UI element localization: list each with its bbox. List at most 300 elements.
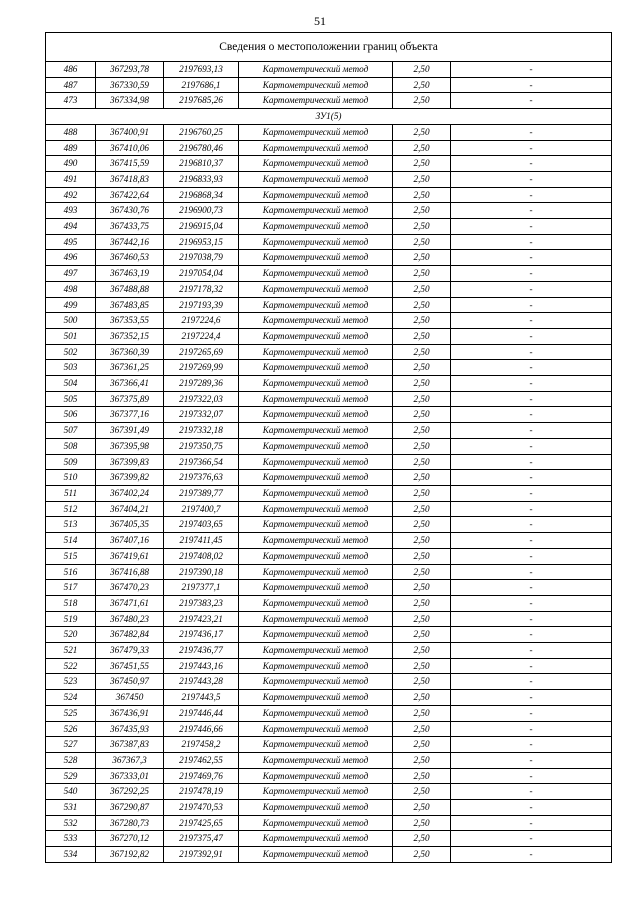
x-coordinate-cell: 367436,91 — [96, 705, 164, 721]
y-coordinate-cell: 2197289,36 — [164, 376, 239, 392]
x-coordinate-cell: 367463,19 — [96, 266, 164, 282]
point-number-cell: 496 — [46, 250, 96, 266]
x-coordinate-cell: 367460,53 — [96, 250, 164, 266]
accuracy-cell: 2,50 — [393, 847, 451, 863]
x-coordinate-cell: 367482,84 — [96, 627, 164, 643]
accuracy-cell: 2,50 — [393, 580, 451, 596]
description-cell: - — [451, 580, 612, 596]
boundary-coordinates-table — [45, 32, 612, 863]
table-row — [46, 376, 612, 392]
description-cell: - — [451, 77, 612, 93]
accuracy-cell: 2,50 — [393, 690, 451, 706]
description-cell: - — [451, 690, 612, 706]
description-cell: - — [451, 140, 612, 156]
table-row — [46, 800, 612, 816]
accuracy-cell: 2,50 — [393, 407, 451, 423]
description-cell: - — [451, 250, 612, 266]
y-coordinate-cell: 2197443,16 — [164, 658, 239, 674]
description-cell: - — [451, 156, 612, 172]
description-cell: - — [451, 313, 612, 329]
accuracy-cell: 2,50 — [393, 815, 451, 831]
x-coordinate-cell: 367192,82 — [96, 847, 164, 863]
y-coordinate-cell: 2197436,17 — [164, 627, 239, 643]
y-coordinate-cell: 2197400,7 — [164, 501, 239, 517]
method-cell: Картометрический метод — [239, 297, 393, 313]
x-coordinate-cell: 367333,01 — [96, 768, 164, 784]
table-row — [46, 124, 612, 140]
method-cell: Картометрический метод — [239, 62, 393, 78]
accuracy-cell: 2,50 — [393, 250, 451, 266]
y-coordinate-cell: 2197366,54 — [164, 454, 239, 470]
description-cell: - — [451, 423, 612, 439]
accuracy-cell: 2,50 — [393, 376, 451, 392]
accuracy-cell: 2,50 — [393, 77, 451, 93]
table-title-row — [46, 33, 612, 62]
point-number-cell: 486 — [46, 62, 96, 78]
accuracy-cell: 2,50 — [393, 627, 451, 643]
description-cell: - — [451, 815, 612, 831]
y-coordinate-cell: 2197038,79 — [164, 250, 239, 266]
y-coordinate-cell: 2197332,07 — [164, 407, 239, 423]
y-coordinate-cell: 2197443,5 — [164, 690, 239, 706]
y-coordinate-cell: 2196760,25 — [164, 124, 239, 140]
table-row — [46, 454, 612, 470]
table-row — [46, 391, 612, 407]
method-cell: Картометрический метод — [239, 705, 393, 721]
table-row — [46, 595, 612, 611]
point-number-cell: 505 — [46, 391, 96, 407]
point-number-cell: 495 — [46, 234, 96, 250]
description-cell: - — [451, 752, 612, 768]
method-cell: Картометрический метод — [239, 485, 393, 501]
description-cell: - — [451, 533, 612, 549]
table-title: Сведения о местоположении границ объекта — [46, 33, 612, 62]
method-cell: Картометрический метод — [239, 328, 393, 344]
accuracy-cell: 2,50 — [393, 611, 451, 627]
accuracy-cell: 2,50 — [393, 234, 451, 250]
point-number-cell: 522 — [46, 658, 96, 674]
point-number-cell: 516 — [46, 564, 96, 580]
description-cell: - — [451, 501, 612, 517]
table-row — [46, 344, 612, 360]
point-number-cell: 526 — [46, 721, 96, 737]
y-coordinate-cell: 2197390,18 — [164, 564, 239, 580]
x-coordinate-cell: 367399,83 — [96, 454, 164, 470]
accuracy-cell: 2,50 — [393, 595, 451, 611]
point-number-cell: 512 — [46, 501, 96, 517]
accuracy-cell: 2,50 — [393, 281, 451, 297]
method-cell: Картометрический метод — [239, 674, 393, 690]
x-coordinate-cell: 367450,97 — [96, 674, 164, 690]
point-number-cell: 489 — [46, 140, 96, 156]
point-number-cell: 529 — [46, 768, 96, 784]
point-number-cell: 527 — [46, 737, 96, 753]
description-cell: - — [451, 784, 612, 800]
table-row — [46, 219, 612, 235]
y-coordinate-cell: 2197478,19 — [164, 784, 239, 800]
accuracy-cell: 2,50 — [393, 423, 451, 439]
method-cell: Картометрический метод — [239, 454, 393, 470]
accuracy-cell: 2,50 — [393, 266, 451, 282]
method-cell: Картометрический метод — [239, 768, 393, 784]
table-row — [46, 203, 612, 219]
x-coordinate-cell: 367293,78 — [96, 62, 164, 78]
section-label: ЗУ1(5) — [46, 109, 612, 125]
description-cell: - — [451, 344, 612, 360]
accuracy-cell: 2,50 — [393, 768, 451, 784]
method-cell: Картометрический метод — [239, 752, 393, 768]
method-cell: Картометрический метод — [239, 250, 393, 266]
y-coordinate-cell: 2196810,37 — [164, 156, 239, 172]
y-coordinate-cell: 2197224,6 — [164, 313, 239, 329]
point-number-cell: 504 — [46, 376, 96, 392]
x-coordinate-cell: 367395,98 — [96, 438, 164, 454]
accuracy-cell: 2,50 — [393, 784, 451, 800]
method-cell: Картометрический метод — [239, 423, 393, 439]
y-coordinate-cell: 2197332,18 — [164, 423, 239, 439]
x-coordinate-cell: 367419,61 — [96, 548, 164, 564]
y-coordinate-cell: 2197446,66 — [164, 721, 239, 737]
y-coordinate-cell: 2197446,44 — [164, 705, 239, 721]
point-number-cell: 508 — [46, 438, 96, 454]
description-cell: - — [451, 517, 612, 533]
point-number-cell: 473 — [46, 93, 96, 109]
description-cell: - — [451, 721, 612, 737]
point-number-cell: 518 — [46, 595, 96, 611]
description-cell: - — [451, 564, 612, 580]
table-row — [46, 266, 612, 282]
point-number-cell: 517 — [46, 580, 96, 596]
point-number-cell: 534 — [46, 847, 96, 863]
section-row — [46, 109, 612, 125]
point-number-cell: 528 — [46, 752, 96, 768]
x-coordinate-cell: 367280,73 — [96, 815, 164, 831]
x-coordinate-cell: 367415,59 — [96, 156, 164, 172]
table-row — [46, 250, 612, 266]
point-number-cell: 506 — [46, 407, 96, 423]
accuracy-cell: 2,50 — [393, 470, 451, 486]
description-cell: - — [451, 470, 612, 486]
point-number-cell: 525 — [46, 705, 96, 721]
y-coordinate-cell: 2196900,73 — [164, 203, 239, 219]
table-row — [46, 93, 612, 109]
y-coordinate-cell: 2196868,34 — [164, 187, 239, 203]
accuracy-cell: 2,50 — [393, 438, 451, 454]
description-cell: - — [451, 234, 612, 250]
accuracy-cell: 2,50 — [393, 203, 451, 219]
x-coordinate-cell: 367367,3 — [96, 752, 164, 768]
y-coordinate-cell: 2197383,23 — [164, 595, 239, 611]
description-cell: - — [451, 847, 612, 863]
x-coordinate-cell: 367375,89 — [96, 391, 164, 407]
table-row — [46, 627, 612, 643]
method-cell: Картометрический метод — [239, 77, 393, 93]
method-cell: Картометрический метод — [239, 219, 393, 235]
point-number-cell: 524 — [46, 690, 96, 706]
accuracy-cell: 2,50 — [393, 485, 451, 501]
x-coordinate-cell: 367416,88 — [96, 564, 164, 580]
method-cell: Картометрический метод — [239, 595, 393, 611]
point-number-cell: 493 — [46, 203, 96, 219]
x-coordinate-cell: 367400,91 — [96, 124, 164, 140]
accuracy-cell: 2,50 — [393, 156, 451, 172]
table-row — [46, 423, 612, 439]
table-row — [46, 533, 612, 549]
description-cell: - — [451, 485, 612, 501]
point-number-cell: 498 — [46, 281, 96, 297]
y-coordinate-cell: 2197375,47 — [164, 831, 239, 847]
accuracy-cell: 2,50 — [393, 344, 451, 360]
point-number-cell: 487 — [46, 77, 96, 93]
method-cell: Картометрический метод — [239, 847, 393, 863]
method-cell: Картометрический метод — [239, 407, 393, 423]
method-cell: Картометрический метод — [239, 815, 393, 831]
y-coordinate-cell: 2196953,15 — [164, 234, 239, 250]
point-number-cell: 521 — [46, 643, 96, 659]
table-row — [46, 721, 612, 737]
point-number-cell: 490 — [46, 156, 96, 172]
description-cell: - — [451, 360, 612, 376]
point-number-cell: 507 — [46, 423, 96, 439]
x-coordinate-cell: 367450 — [96, 690, 164, 706]
method-cell: Картометрический метод — [239, 831, 393, 847]
description-cell: - — [451, 658, 612, 674]
description-cell: - — [451, 328, 612, 344]
x-coordinate-cell: 367433,75 — [96, 219, 164, 235]
method-cell: Картометрический метод — [239, 266, 393, 282]
y-coordinate-cell: 2196780,46 — [164, 140, 239, 156]
description-cell: - — [451, 737, 612, 753]
accuracy-cell: 2,50 — [393, 501, 451, 517]
x-coordinate-cell: 367435,93 — [96, 721, 164, 737]
x-coordinate-cell: 367292,25 — [96, 784, 164, 800]
method-cell: Картометрический метод — [239, 470, 393, 486]
description-cell: - — [451, 266, 612, 282]
x-coordinate-cell: 367471,61 — [96, 595, 164, 611]
x-coordinate-cell: 367488,88 — [96, 281, 164, 297]
method-cell: Картометрический метод — [239, 344, 393, 360]
accuracy-cell: 2,50 — [393, 752, 451, 768]
accuracy-cell: 2,50 — [393, 140, 451, 156]
x-coordinate-cell: 367330,59 — [96, 77, 164, 93]
accuracy-cell: 2,50 — [393, 517, 451, 533]
x-coordinate-cell: 367407,16 — [96, 533, 164, 549]
accuracy-cell: 2,50 — [393, 564, 451, 580]
y-coordinate-cell: 2197458,2 — [164, 737, 239, 753]
method-cell: Картометрический метод — [239, 124, 393, 140]
x-coordinate-cell: 367479,33 — [96, 643, 164, 659]
y-coordinate-cell: 2197411,45 — [164, 533, 239, 549]
table-row — [46, 187, 612, 203]
accuracy-cell: 2,50 — [393, 124, 451, 140]
y-coordinate-cell: 2197376,63 — [164, 470, 239, 486]
method-cell: Картометрический метод — [239, 93, 393, 109]
description-cell: - — [451, 831, 612, 847]
x-coordinate-cell: 367270,12 — [96, 831, 164, 847]
accuracy-cell: 2,50 — [393, 721, 451, 737]
accuracy-cell: 2,50 — [393, 548, 451, 564]
method-cell: Картометрический метод — [239, 313, 393, 329]
point-number-cell: 497 — [46, 266, 96, 282]
method-cell: Картометрический метод — [239, 203, 393, 219]
table-row — [46, 313, 612, 329]
x-coordinate-cell: 367402,24 — [96, 485, 164, 501]
point-number-cell: 513 — [46, 517, 96, 533]
method-cell: Картометрический метод — [239, 643, 393, 659]
x-coordinate-cell: 367430,76 — [96, 203, 164, 219]
method-cell: Картометрический метод — [239, 501, 393, 517]
description-cell: - — [451, 643, 612, 659]
method-cell: Картометрический метод — [239, 800, 393, 816]
table-row — [46, 407, 612, 423]
accuracy-cell: 2,50 — [393, 737, 451, 753]
point-number-cell: 503 — [46, 360, 96, 376]
table-row — [46, 815, 612, 831]
description-cell: - — [451, 705, 612, 721]
table-row — [46, 548, 612, 564]
y-coordinate-cell: 2197436,77 — [164, 643, 239, 659]
description-cell: - — [451, 203, 612, 219]
accuracy-cell: 2,50 — [393, 643, 451, 659]
method-cell: Картометрический метод — [239, 140, 393, 156]
accuracy-cell: 2,50 — [393, 297, 451, 313]
y-coordinate-cell: 2197408,02 — [164, 548, 239, 564]
table-row — [46, 140, 612, 156]
y-coordinate-cell: 2197686,1 — [164, 77, 239, 93]
y-coordinate-cell: 2196915,04 — [164, 219, 239, 235]
accuracy-cell: 2,50 — [393, 360, 451, 376]
method-cell: Картометрический метод — [239, 360, 393, 376]
accuracy-cell: 2,50 — [393, 219, 451, 235]
table-row — [46, 470, 612, 486]
y-coordinate-cell: 2196833,93 — [164, 171, 239, 187]
description-cell: - — [451, 297, 612, 313]
y-coordinate-cell: 2197403,65 — [164, 517, 239, 533]
y-coordinate-cell: 2197265,69 — [164, 344, 239, 360]
method-cell: Картометрический метод — [239, 784, 393, 800]
accuracy-cell: 2,50 — [393, 328, 451, 344]
x-coordinate-cell: 367334,98 — [96, 93, 164, 109]
y-coordinate-cell: 2197350,75 — [164, 438, 239, 454]
accuracy-cell: 2,50 — [393, 533, 451, 549]
method-cell: Картометрический метод — [239, 438, 393, 454]
x-coordinate-cell: 367404,21 — [96, 501, 164, 517]
point-number-cell: 523 — [46, 674, 96, 690]
method-cell: Картометрический метод — [239, 391, 393, 407]
method-cell: Картометрический метод — [239, 156, 393, 172]
method-cell: Картометрический метод — [239, 690, 393, 706]
point-number-cell: 531 — [46, 800, 96, 816]
accuracy-cell: 2,50 — [393, 171, 451, 187]
y-coordinate-cell: 2197224,4 — [164, 328, 239, 344]
table-row — [46, 658, 612, 674]
method-cell: Картометрический метод — [239, 234, 393, 250]
x-coordinate-cell: 367360,39 — [96, 344, 164, 360]
x-coordinate-cell: 367483,85 — [96, 297, 164, 313]
table-row — [46, 580, 612, 596]
point-number-cell: 501 — [46, 328, 96, 344]
table-row — [46, 62, 612, 78]
description-cell: - — [451, 768, 612, 784]
table-row — [46, 281, 612, 297]
x-coordinate-cell: 367399,82 — [96, 470, 164, 486]
table-row — [46, 328, 612, 344]
accuracy-cell: 2,50 — [393, 62, 451, 78]
x-coordinate-cell: 367377,16 — [96, 407, 164, 423]
accuracy-cell: 2,50 — [393, 658, 451, 674]
point-number-cell: 533 — [46, 831, 96, 847]
table-row — [46, 690, 612, 706]
y-coordinate-cell: 2197193,39 — [164, 297, 239, 313]
method-cell: Картометрический метод — [239, 548, 393, 564]
method-cell: Картометрический метод — [239, 533, 393, 549]
method-cell: Картометрический метод — [239, 658, 393, 674]
y-coordinate-cell: 2197469,76 — [164, 768, 239, 784]
point-number-cell: 491 — [46, 171, 96, 187]
table-row — [46, 156, 612, 172]
point-number-cell: 519 — [46, 611, 96, 627]
description-cell: - — [451, 611, 612, 627]
x-coordinate-cell: 367410,06 — [96, 140, 164, 156]
description-cell: - — [451, 595, 612, 611]
x-coordinate-cell: 367405,35 — [96, 517, 164, 533]
method-cell: Картометрический метод — [239, 737, 393, 753]
point-number-cell: 502 — [46, 344, 96, 360]
y-coordinate-cell: 2197392,91 — [164, 847, 239, 863]
y-coordinate-cell: 2197462,55 — [164, 752, 239, 768]
method-cell: Картометрический метод — [239, 187, 393, 203]
table-row — [46, 564, 612, 580]
accuracy-cell: 2,50 — [393, 93, 451, 109]
accuracy-cell: 2,50 — [393, 391, 451, 407]
x-coordinate-cell: 367361,25 — [96, 360, 164, 376]
point-number-cell: 520 — [46, 627, 96, 643]
x-coordinate-cell: 367366,41 — [96, 376, 164, 392]
point-number-cell: 511 — [46, 485, 96, 501]
y-coordinate-cell: 2197389,77 — [164, 485, 239, 501]
table-row — [46, 360, 612, 376]
point-number-cell: 494 — [46, 219, 96, 235]
table-row — [46, 784, 612, 800]
point-number-cell: 514 — [46, 533, 96, 549]
table-row — [46, 643, 612, 659]
accuracy-cell: 2,50 — [393, 705, 451, 721]
x-coordinate-cell: 367387,83 — [96, 737, 164, 753]
accuracy-cell: 2,50 — [393, 800, 451, 816]
y-coordinate-cell: 2197470,53 — [164, 800, 239, 816]
description-cell: - — [451, 281, 612, 297]
method-cell: Картометрический метод — [239, 376, 393, 392]
description-cell: - — [451, 454, 612, 470]
point-number-cell: 500 — [46, 313, 96, 329]
method-cell: Картометрический метод — [239, 171, 393, 187]
table-row — [46, 77, 612, 93]
table-row — [46, 831, 612, 847]
method-cell: Картометрический метод — [239, 721, 393, 737]
point-number-cell: 492 — [46, 187, 96, 203]
table-row — [46, 705, 612, 721]
method-cell: Картометрический метод — [239, 564, 393, 580]
point-number-cell: 509 — [46, 454, 96, 470]
table-row — [46, 737, 612, 753]
table-row — [46, 611, 612, 627]
point-number-cell: 532 — [46, 815, 96, 831]
x-coordinate-cell: 367290,87 — [96, 800, 164, 816]
y-coordinate-cell: 2197377,1 — [164, 580, 239, 596]
point-number-cell: 488 — [46, 124, 96, 140]
table-row — [46, 485, 612, 501]
y-coordinate-cell: 2197269,99 — [164, 360, 239, 376]
